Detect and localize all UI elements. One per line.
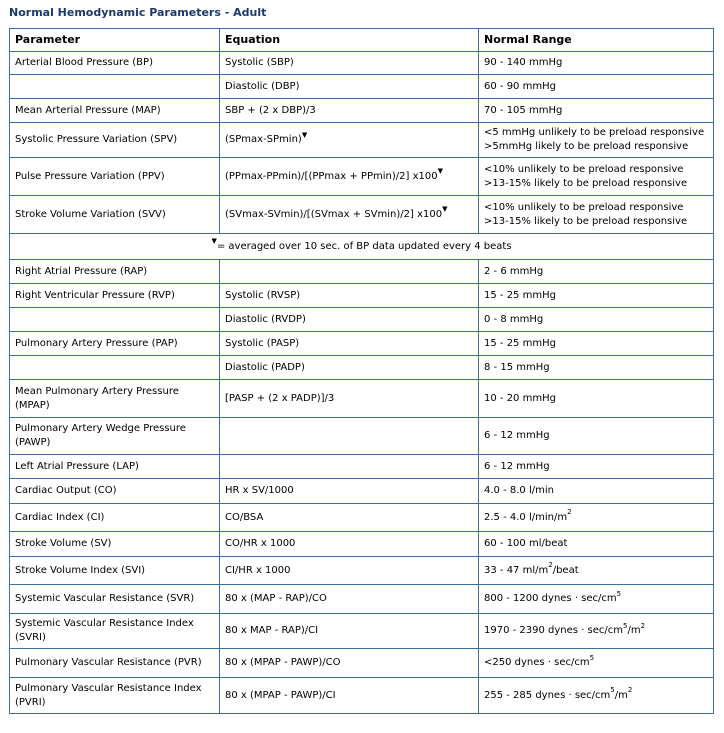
normal-range-cell	[479, 479, 714, 504]
parameter-cell	[10, 196, 220, 234]
equation-text: CI/HR x 1000	[225, 564, 291, 576]
equation-cell	[220, 455, 479, 479]
normal-range-cell	[479, 614, 714, 649]
normal-range-text: 2 - 6 mmHg	[484, 265, 544, 277]
equation-cell	[220, 52, 479, 75]
normal-range-superscript: 5	[589, 653, 595, 662]
table-row	[10, 356, 714, 380]
parameter-cell	[10, 557, 220, 585]
equation-text: Systolic (SBP)	[225, 57, 294, 68]
equation-text: (SPmax-SPmin)	[225, 134, 302, 145]
equation-cell	[220, 532, 479, 557]
parameter-text: Systemic Vascular Resistance Index	[15, 618, 194, 629]
equation-text: 80 x (MPAP - PAWP)/CI	[225, 689, 336, 701]
footnote-cell	[10, 234, 714, 260]
normal-range-text: 1970 - 2390 dynes · sec/cm	[484, 625, 624, 636]
normal-range-text: 800 - 1200 dynes · sec/cm	[484, 593, 617, 604]
normal-range-superscript: 2	[548, 561, 553, 570]
normal-range-text-line2: >5mmHg likely to be preload responsive	[484, 141, 689, 152]
normal-range-cell	[479, 52, 714, 75]
normal-range-text: <10% unlikely to be preload responsive	[484, 201, 684, 213]
parameter-text-line2: (PAWP)	[15, 437, 51, 448]
parameter-cell	[10, 614, 220, 649]
normal-range-text: <10% unlikely to be preload responsive	[484, 163, 684, 175]
normal-range-text: 33 - 47 ml/m	[484, 564, 549, 576]
normal-range-cell	[479, 380, 714, 418]
parameter-text: Right Ventricular Pressure (RVP)	[15, 289, 175, 301]
normal-range-text: 60 - 100 ml/beat	[484, 538, 568, 549]
table-row	[10, 158, 714, 196]
equation-text: (SVmax-SVmin)/[(SVmax + SVmin)/2] x100	[225, 208, 443, 220]
table-row	[10, 123, 714, 158]
parameter-text: Systolic Pressure Variation (SPV)	[15, 134, 178, 145]
parameter-text: Arterial Blood Pressure (BP)	[15, 57, 153, 68]
table-row	[10, 418, 714, 455]
equation-cell	[220, 557, 479, 585]
normal-range-cell	[479, 418, 714, 455]
parameter-text: Stroke Volume Variation (SVV)	[15, 208, 166, 220]
parameter-cell	[10, 455, 220, 479]
normal-range-tail: /m	[627, 625, 641, 636]
equation-text: SBP + (2 x DBP)/3	[225, 104, 316, 116]
parameter-text: Pulmonary Vascular Resistance (PVR)	[15, 657, 202, 668]
table-row	[10, 557, 714, 585]
normal-range-text: 6 - 12 mmHg	[484, 430, 550, 441]
table-row	[10, 614, 714, 649]
equation-text: HR x SV/1000	[225, 485, 294, 496]
normal-range-text: 2.5 - 4.0 l/min/m	[484, 511, 568, 523]
parameter-text-line2: (PVRI)	[15, 696, 46, 708]
footnote-text: = averaged over 10 sec. of BP data updated every 4 beats	[216, 240, 512, 252]
normal-range-superscript: 5	[623, 621, 628, 630]
normal-range-text: 60 - 90 mmHg	[484, 80, 556, 92]
parameter-text: Systemic Vascular Resistance (SVR)	[15, 593, 195, 604]
normal-range-cell	[479, 308, 714, 332]
normal-range-text: 90 - 140 mmHg	[484, 57, 563, 68]
header-equation: Equation	[220, 29, 479, 52]
normal-range-text: 10 - 20 mmHg	[484, 392, 556, 404]
parameter-text: Pulmonary Artery Pressure (PAP)	[15, 337, 178, 349]
normal-range-tail: /m	[614, 689, 628, 701]
table-row	[10, 284, 714, 308]
parameter-cell	[10, 678, 220, 714]
normal-range-text: 15 - 25 mmHg	[484, 337, 556, 349]
equation-cell	[220, 308, 479, 332]
normal-range-text: 70 - 105 mmHg	[484, 104, 563, 116]
normal-range-cell	[479, 260, 714, 284]
normal-range-text-line2: >13-15% likely to be preload responsive	[484, 177, 688, 189]
equation-cell	[220, 418, 479, 455]
equation-text: 80 x (MPAP - PAWP)/CO	[225, 657, 341, 668]
normal-range-text: 6 - 12 mmHg	[484, 460, 550, 472]
normal-range-superscript: 2	[567, 508, 572, 517]
normal-range-cell	[479, 99, 714, 123]
normal-range-text: 8 - 15 mmHg	[484, 361, 550, 373]
normal-range-superscript: 5	[616, 589, 622, 598]
equation-text: (PPmax-PPmin)/[(PPmax + PPmin)/2] x100	[225, 170, 438, 182]
parameter-text: Cardiac Output (CO)	[15, 485, 117, 496]
parameter-cell	[10, 356, 220, 380]
parameter-cell	[10, 158, 220, 196]
parameter-text-line2: (MPAP)	[15, 399, 50, 411]
equation-text: CO/BSA	[225, 511, 264, 523]
equation-footnote-mark: ▼	[437, 167, 443, 176]
table-row	[10, 75, 714, 99]
normal-range-text: 0 - 8 mmHg	[484, 313, 544, 325]
equation-text: 80 x (MAP - RAP)/CO	[225, 593, 327, 604]
table-row	[10, 196, 714, 234]
parameter-cell	[10, 260, 220, 284]
equation-text: Systolic (PASP)	[225, 337, 300, 349]
table-row	[10, 504, 714, 532]
parameter-text: Stroke Volume (SV)	[15, 538, 112, 549]
normal-range-text: 4.0 - 8.0 l/min	[484, 485, 554, 496]
parameter-cell	[10, 284, 220, 308]
table-row	[10, 585, 714, 614]
normal-range-cell	[479, 196, 714, 234]
parameter-cell	[10, 123, 220, 158]
equation-text: Systolic (RVSP)	[225, 289, 301, 301]
equation-cell	[220, 678, 479, 714]
parameter-text: Left Atrial Pressure (LAP)	[15, 460, 139, 472]
table-row	[10, 380, 714, 418]
equation-cell	[220, 260, 479, 284]
parameter-cell	[10, 585, 220, 614]
parameter-cell	[10, 52, 220, 75]
parameter-text: Stroke Volume Index (SVI)	[15, 564, 146, 576]
parameter-cell	[10, 418, 220, 455]
equation-text: [PASP + (2 x PADP)]/3	[225, 392, 335, 404]
normal-range-cell	[479, 504, 714, 532]
normal-range-cell	[479, 532, 714, 557]
equation-cell	[220, 649, 479, 678]
parameter-text: Pulmonary Artery Wedge Pressure	[15, 423, 186, 434]
table-row	[10, 52, 714, 75]
normal-range-text: <5 mmHg unlikely to be preload responsive	[484, 127, 705, 138]
header-normal-range: Normal Range	[479, 29, 714, 52]
equation-cell	[220, 99, 479, 123]
parameter-cell	[10, 332, 220, 356]
parameter-cell	[10, 479, 220, 504]
table-row	[10, 260, 714, 284]
normal-range-cell	[479, 75, 714, 99]
equation-footnote-mark: ▼	[442, 205, 448, 214]
equation-text: Diastolic (DBP)	[225, 80, 300, 92]
normal-range-cell	[479, 585, 714, 614]
parameter-text-line2: (SVRI)	[15, 632, 46, 643]
parameter-text: Mean Arterial Pressure (MAP)	[15, 104, 161, 116]
normal-range-cell	[479, 284, 714, 308]
parameter-cell	[10, 75, 220, 99]
normal-range-cell	[479, 557, 714, 585]
table-header-row	[10, 29, 714, 52]
normal-range-superscript-2: 2	[627, 686, 633, 695]
table-row	[10, 479, 714, 504]
equation-cell	[220, 123, 479, 158]
equation-cell	[220, 75, 479, 99]
equation-text: Diastolic (RVDP)	[225, 313, 306, 325]
equation-cell	[220, 504, 479, 532]
equation-text: Diastolic (PADP)	[225, 361, 305, 373]
normal-range-text: <250 dynes · sec/cm	[484, 657, 590, 668]
table-row	[10, 455, 714, 479]
equation-text: CO/HR x 1000	[225, 538, 296, 549]
normal-range-cell	[479, 455, 714, 479]
equation-text: 80 x MAP - RAP)/CI	[225, 625, 319, 636]
parameter-text: Mean Pulmonary Artery Pressure	[15, 385, 179, 397]
parameter-cell	[10, 504, 220, 532]
parameter-cell	[10, 532, 220, 557]
normal-range-text: 255 - 285 dynes · sec/cm	[484, 689, 611, 701]
normal-range-cell	[479, 123, 714, 158]
parameter-text: Pulmonary Vascular Resistance Index	[15, 682, 202, 694]
equation-cell	[220, 332, 479, 356]
equation-cell	[220, 585, 479, 614]
equation-cell	[220, 284, 479, 308]
table-row	[10, 532, 714, 557]
equation-cell	[220, 158, 479, 196]
equation-cell	[220, 614, 479, 649]
equation-footnote-mark: ▼	[301, 130, 308, 139]
normal-range-cell	[479, 356, 714, 380]
table-row	[10, 308, 714, 332]
equation-cell	[220, 196, 479, 234]
normal-range-cell	[479, 158, 714, 196]
table-row	[10, 649, 714, 678]
table-row	[10, 234, 714, 260]
parameter-text: Cardiac Index (CI)	[15, 511, 105, 523]
footnote-mark: ▼	[211, 237, 217, 246]
normal-range-tail: /beat	[552, 564, 579, 576]
table-row	[10, 99, 714, 123]
parameter-cell	[10, 308, 220, 332]
normal-range-cell	[479, 678, 714, 714]
hemodynamic-table	[9, 28, 714, 714]
normal-range-cell	[479, 332, 714, 356]
table-row	[10, 332, 714, 356]
normal-range-superscript: 5	[610, 686, 615, 695]
page-title: Normal Hemodynamic Parameters - Adult	[9, 6, 267, 19]
parameter-text: Pulse Pressure Variation (PPV)	[15, 170, 165, 182]
header-parameter: Parameter	[10, 29, 220, 52]
normal-range-cell	[479, 649, 714, 678]
equation-cell	[220, 380, 479, 418]
parameter-cell	[10, 99, 220, 123]
normal-range-text: 15 - 25 mmHg	[484, 289, 556, 301]
parameter-cell	[10, 380, 220, 418]
parameter-cell	[10, 649, 220, 678]
equation-cell	[220, 356, 479, 380]
parameter-text: Right Atrial Pressure (RAP)	[15, 265, 148, 277]
equation-cell	[220, 479, 479, 504]
table-row	[10, 678, 714, 714]
normal-range-superscript-2: 2	[640, 621, 646, 630]
normal-range-text-line2: >13-15% likely to be preload responsive	[484, 215, 688, 227]
